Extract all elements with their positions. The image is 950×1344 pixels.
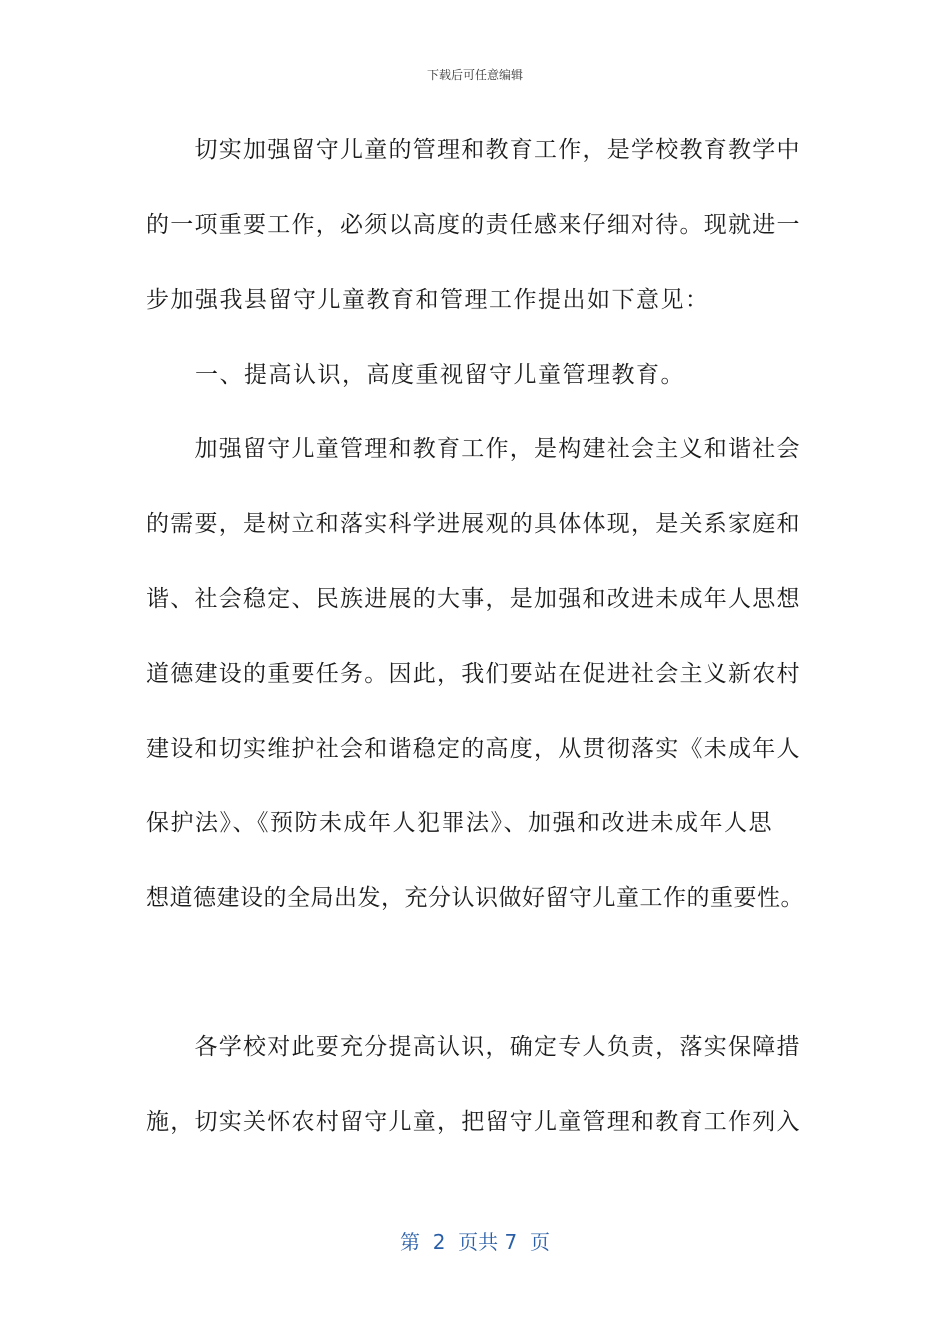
page-header: 下载后可任意编辑 [426, 68, 523, 82]
text-line: 谐、社会稳定、民族进展的大事，是加强和改进未成年人思想 [146, 586, 801, 612]
text-line: 加强留守儿童管理和教育工作，是构建社会主义和谐社会 [146, 436, 801, 462]
text-line: 施，切实关怀农村留守儿童，把留守儿童管理和教育工作列入 [146, 1109, 801, 1135]
text-line: 各学校对此要充分提高认识，确定专人负责，落实保障措 [146, 1034, 801, 1060]
text-line: 步加强我县留守儿童教育和管理工作提出如下意见： [146, 287, 710, 313]
section-heading: 一、提高认识，高度重视留守儿童管理教育。 [146, 362, 685, 388]
text-line: 建设和切实维护社会和谐稳定的高度，从贯彻落实《未成年人 [146, 736, 801, 762]
page-number-footer: 第 2 页共 7 页 [400, 1230, 550, 1254]
text-line: 想道德建设的全局出发，充分认识做好留守儿童工作的重要性。 [146, 885, 804, 911]
text-line: 切实加强留守儿童的管理和教育工作，是学校教育教学中 [146, 137, 801, 163]
text-line: 保护法》、《预防未成年人犯罪法》、加强和改进未成年人思 [146, 810, 773, 836]
text-line: 道德建设的重要任务。因此，我们要站在促进社会主义新农村 [146, 661, 801, 687]
text-line: 的需要，是树立和落实科学进展观的具体体现，是关系家庭和 [146, 511, 801, 537]
text-line: 的一项重要工作，必须以高度的责任感来仔细对待。现就进一 [146, 212, 801, 238]
